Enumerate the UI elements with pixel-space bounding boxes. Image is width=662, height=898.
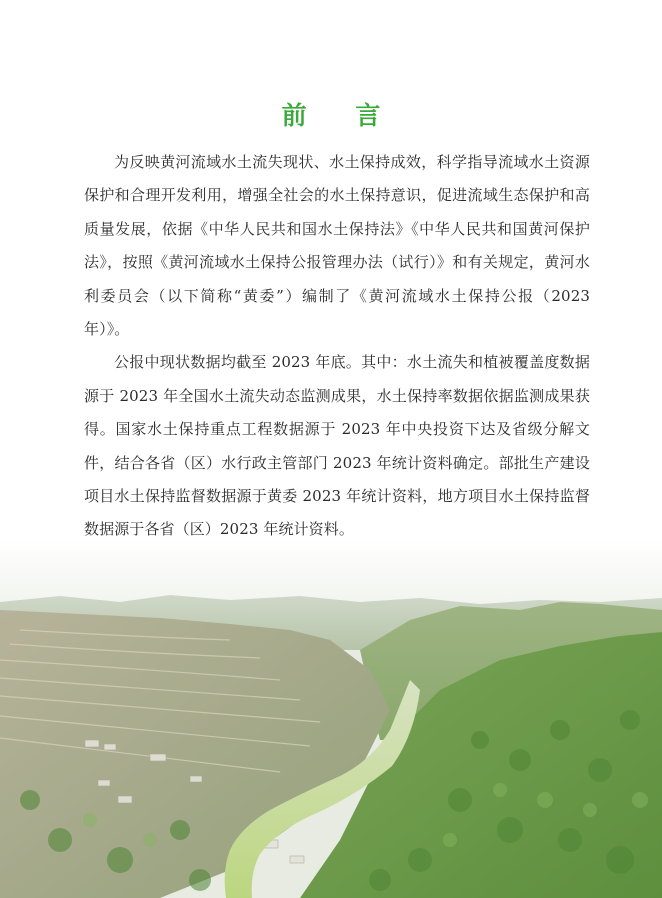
preface-body (84, 146, 590, 547)
landscape-photo (0, 540, 662, 898)
page-title: 前 言 (281, 101, 401, 130)
paragraph-2: 公报中现状数据均截至 2023 年底。其中：水土流失和植被覆盖度数据源于 2023 年全国水土流失动态监测成果，水土保持率数据依据监测成果获得。国家水土保持重点工程数据源于 2023 年中央投资下达及省级分解文件，结合各省（区）水行政主管部门 2023 年统计资料确定。部批生产建设项目水土保持监督数据源于黄委 2023 年统计资料，地方项目水土保持监督数据源于各省（区）2023 年统计资料。 (84, 353, 590, 539)
paragraph-1: 为反映黄河流域水土流失现状、水土保持成效，科学指导流域水土资源保护和合理开发利用，增强全社会的水土保持意识，促进流域生态保护和高质量发展，依据《中华人民共和国水土保持法》《中华人民共和国黄河保护法》，按照《黄河流域水土保持公报管理办法（试行）》和有关规定，黄河水利委员会（以下简称“黄委”）编制了《黄河流域水土保持公报（2023 年）》。 (84, 153, 590, 339)
